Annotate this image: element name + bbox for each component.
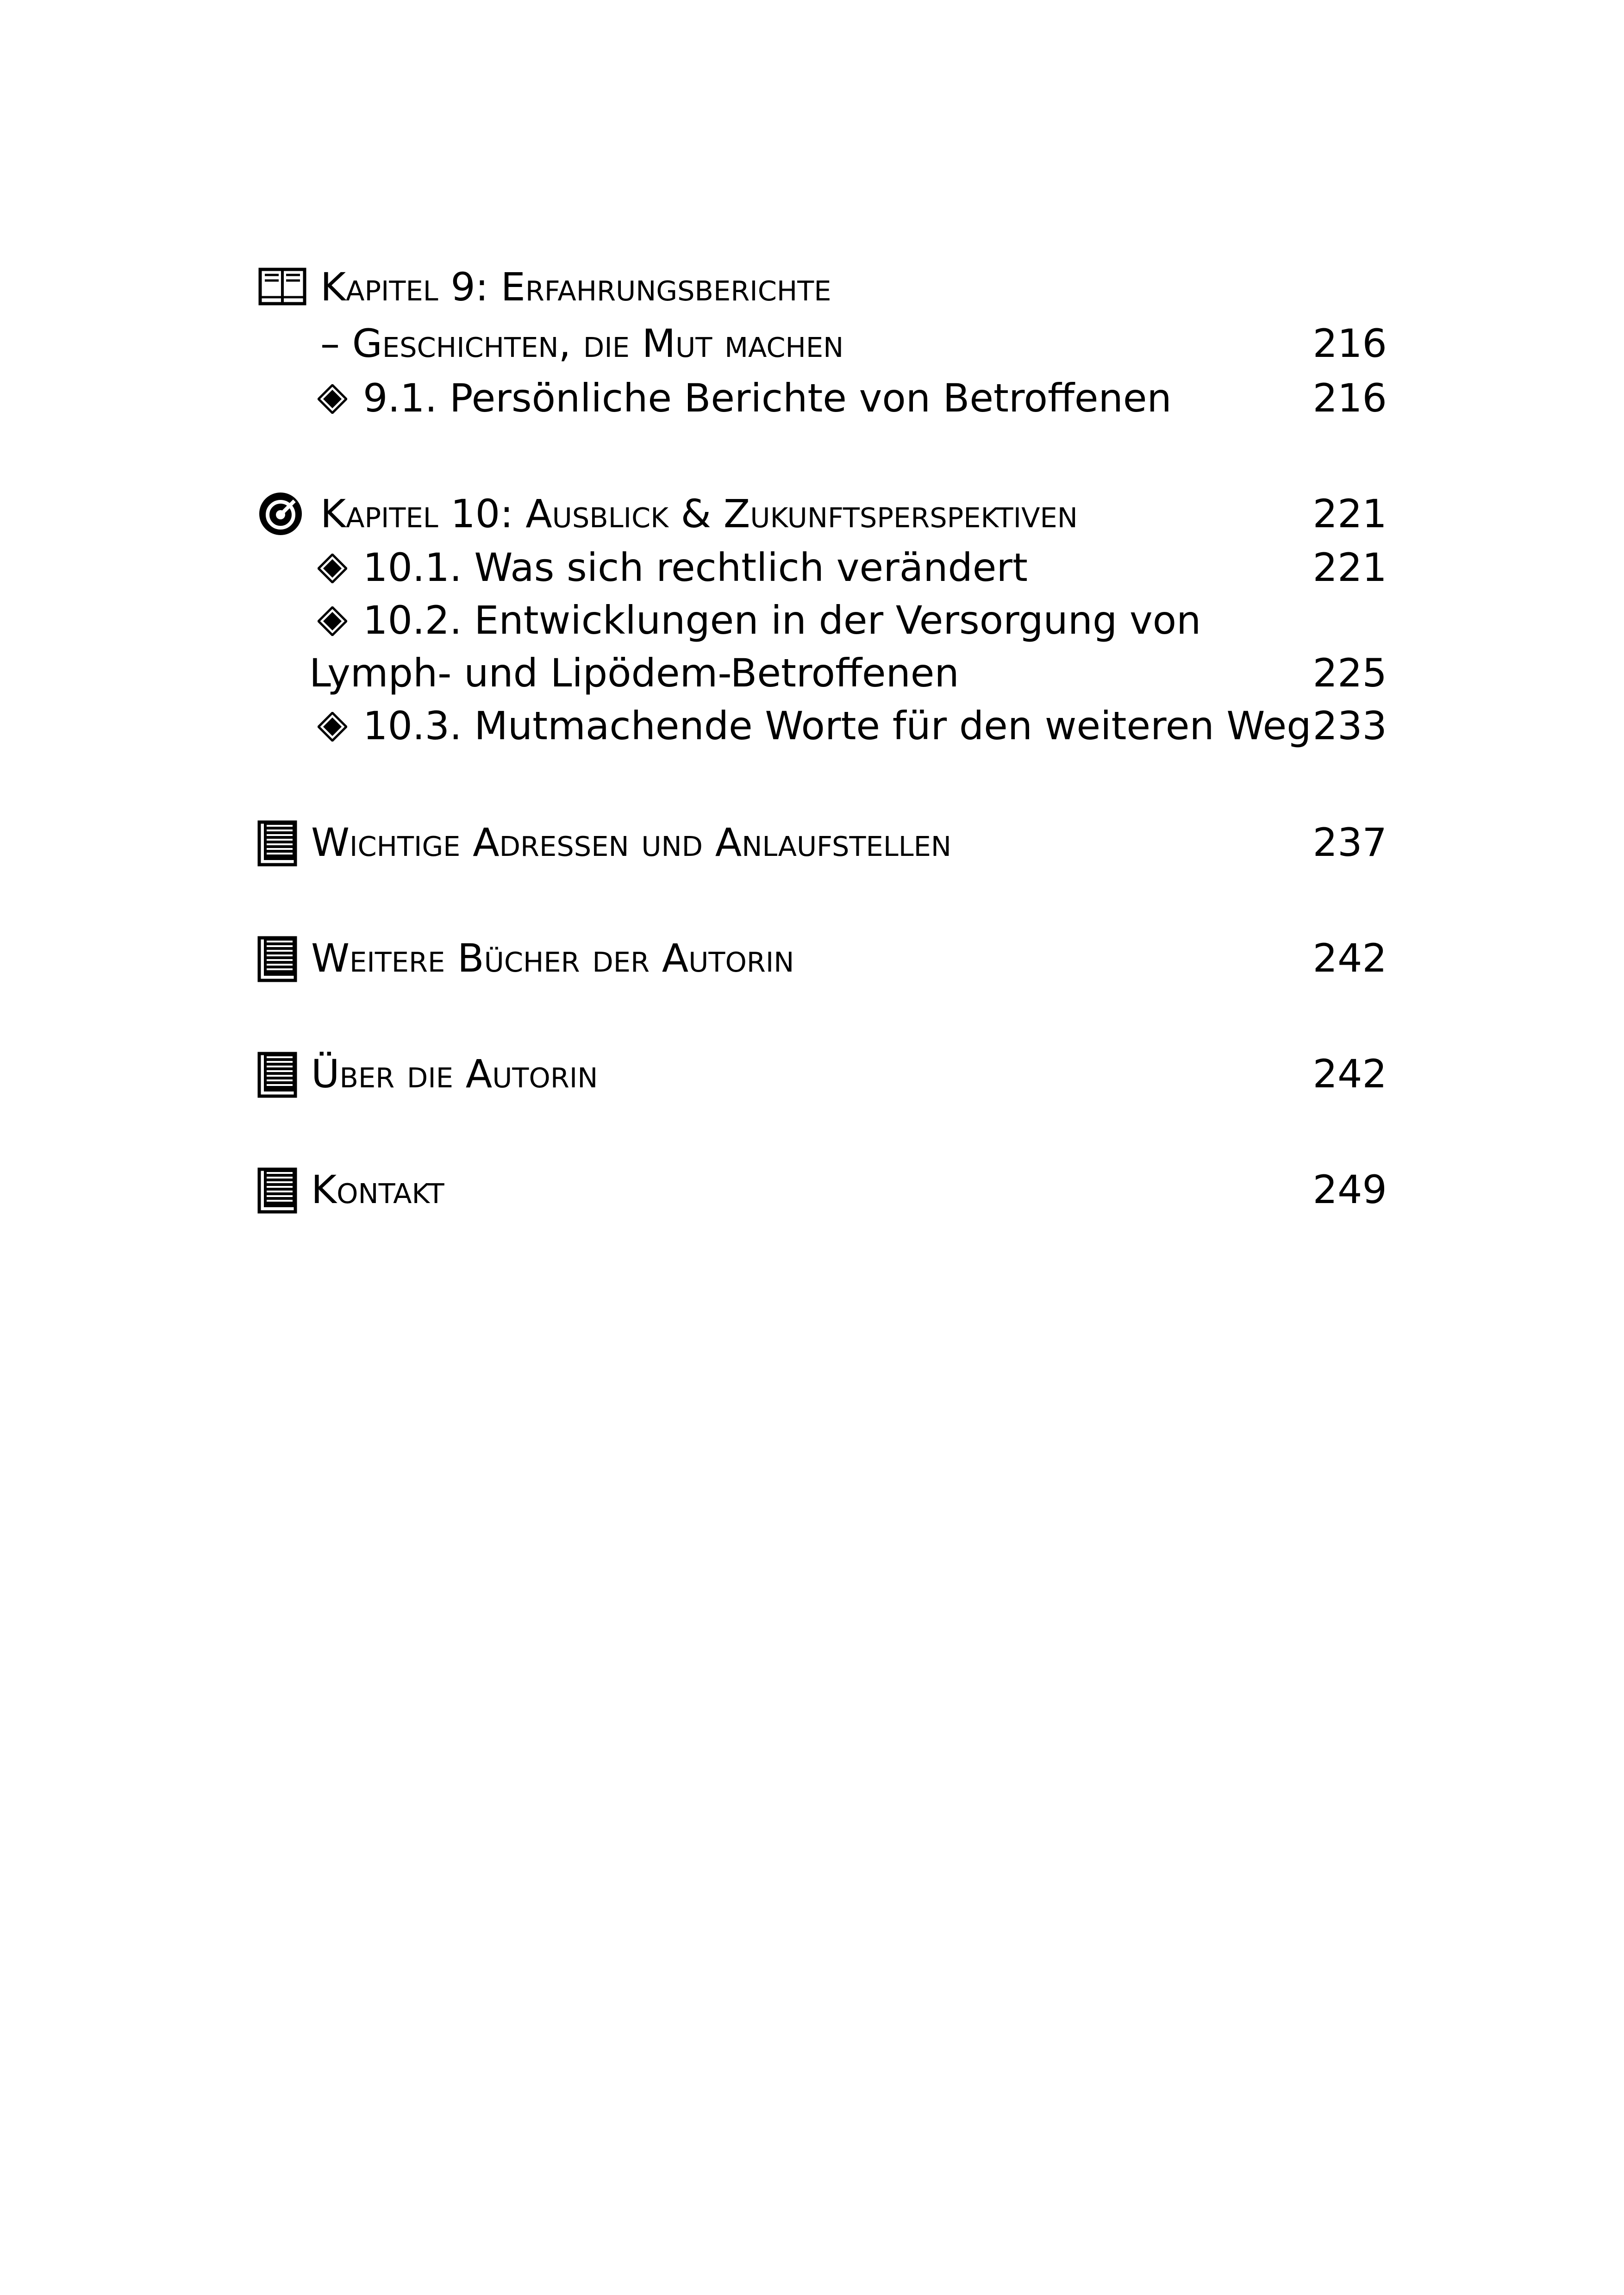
section-10-3-label: 10.3. Mutmachende Worte für den weiteren Weg: [363, 703, 1312, 748]
appendix-addresses-page: 237: [1312, 820, 1387, 865]
appendix-about-page: 242: [1312, 1051, 1387, 1097]
section-10-2-label-line1: 10.2. Entwicklungen in der Versorgung von: [363, 598, 1201, 643]
section-10-1-page: 221: [1312, 545, 1387, 590]
target-icon: [258, 492, 303, 536]
toc-chapter-10[interactable]: [0, 486, 1624, 542]
toc-section-10-2[interactable]: [0, 592, 1624, 648]
toc-appendix-about[interactable]: [0, 1046, 1624, 1102]
toc-section-10-1[interactable]: [0, 540, 1624, 595]
toc-appendix-addresses[interactable]: [0, 815, 1624, 870]
appendix-books-label: Weitere Bücher der Autorin: [311, 935, 794, 981]
toc-appendix-books[interactable]: [0, 930, 1624, 986]
section-10-3-page: 233: [1312, 703, 1387, 748]
chapter-9-title-line1: Kapitel 9: Erfahrungsberichte: [320, 264, 831, 310]
diamond-bullet-icon: [318, 606, 347, 636]
toc-chapter-9-continued[interactable]: [0, 316, 1624, 371]
open-book-icon: [258, 268, 306, 306]
book-icon: [257, 1167, 297, 1214]
toc-chapter-9[interactable]: [0, 259, 1624, 315]
chapter-10-title: Kapitel 10: Ausblick & Zukunftsperspektiven: [320, 491, 1078, 536]
appendix-about-label: Über die Autorin: [311, 1051, 598, 1097]
chapter-10-page: 221: [1312, 491, 1387, 536]
section-10-2-page: 225: [1312, 650, 1387, 696]
book-icon: [257, 936, 297, 982]
appendix-books-page: 242: [1312, 935, 1387, 981]
appendix-addresses-label: Wichtige Adressen und Anlaufstellen: [311, 820, 951, 865]
appendix-contact-label: Kontakt: [311, 1167, 444, 1212]
section-10-1-label: 10.1. Was sich rechtlich verändert: [363, 545, 1028, 590]
toc-section-10-3[interactable]: [0, 698, 1624, 754]
diamond-bullet-icon: [318, 384, 347, 414]
chapter-9-title-line2: – Geschichten, die Mut machen: [320, 321, 844, 366]
book-icon: [257, 820, 297, 867]
section-9-1-page: 216: [1312, 375, 1387, 421]
toc-appendix-contact[interactable]: [0, 1162, 1624, 1217]
chapter-9-page: 216: [1312, 321, 1387, 366]
appendix-contact-page: 249: [1312, 1167, 1387, 1212]
toc-section-10-2-continued[interactable]: [0, 645, 1624, 701]
toc-section-9-1[interactable]: [0, 370, 1624, 426]
section-10-2-label-line2: Lymph- und Lipödem-Betroffenen: [309, 650, 959, 696]
diamond-bullet-icon: [318, 712, 347, 742]
section-9-1-label: 9.1. Persönliche Berichte von Betroffenen: [363, 375, 1172, 421]
diamond-bullet-icon: [318, 554, 347, 583]
book-icon: [257, 1052, 297, 1098]
